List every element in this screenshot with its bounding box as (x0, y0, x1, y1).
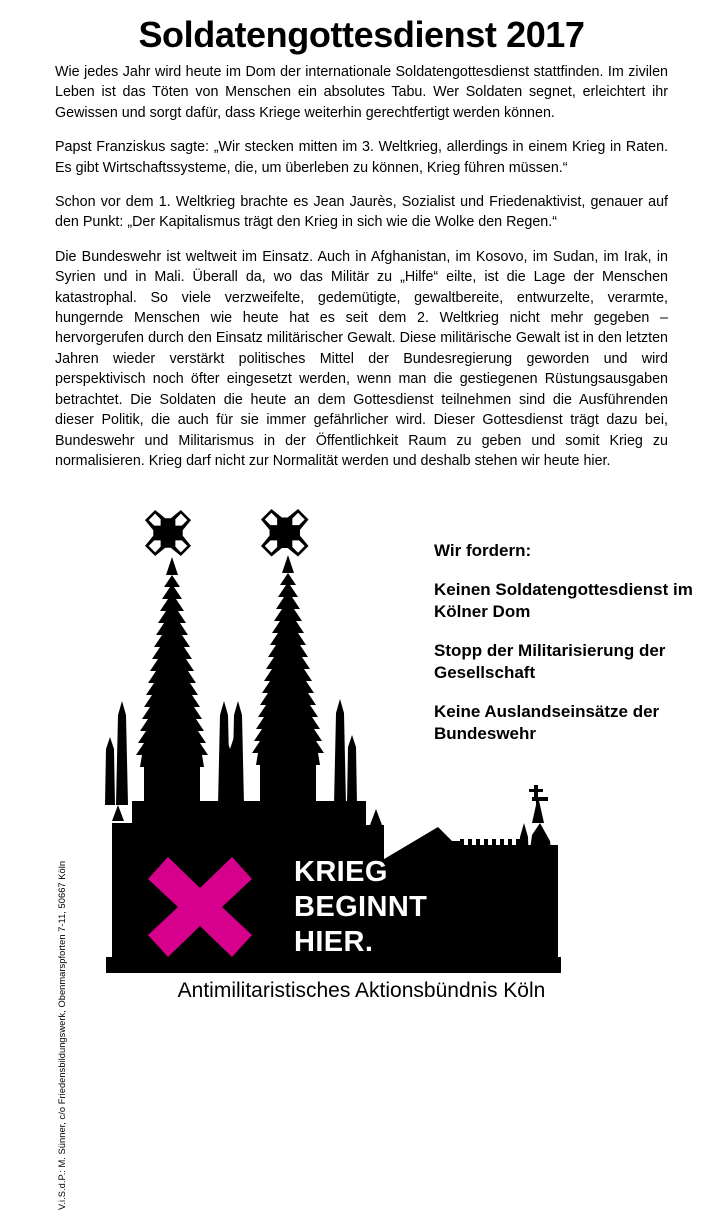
demands-heading: Wir fordern: (434, 541, 532, 560)
krieg-beginnt-hier-logo (148, 855, 500, 959)
logo-line-1: KRIEG (294, 856, 388, 888)
krieg-beginnt-hier-text (294, 855, 500, 960)
demand-item-3: Keine Auslandseinsätze der Bundeswehr (434, 702, 660, 743)
logo-line-2: BEGINNT (294, 891, 428, 923)
paragraph-1: Wie jedes Jahr wird heute im Dom der internationale Soldatengottesdienst stattfinden. Im zivilen Leben ist das Töten von Menschen ein absolutes Tabu. Wer Soldaten segnet, erleichtert ihr Gewissen und sorgt dafür, dass Kriege weiterhin gerechtfertigt werden können. (55, 64, 668, 121)
organisation-name: Antimilitaristisches Aktionsbündnis Köln (177, 979, 546, 1002)
paragraph-2: Papst Franziskus sagte: „Wir stecken mitten im 3. Weltkrieg, allerdings in einem Krieg in Raten. Es gibt Wirtschaftssysteme, die, um überleben zu können, Krieg führen müssen.“ (55, 139, 668, 176)
imprint-text: V.i.S.d.P.: M. Sünner, c/o Friedensbildungswerk, Obenmarspforten 7-11, 50667 Köln (57, 860, 67, 1210)
paragraph-3: Schon vor dem 1. Weltkrieg brachte es Jean Jaurès, Sozialist und Friedenaktivist, genauer auf den Punkt: „Der Kapitalismus trägt den Krieg in sich wie die Wolke den Regen.“ (55, 194, 668, 231)
demand-item-1: Keinen Soldatengottesdienst im Kölner Dom (434, 580, 693, 621)
magenta-x-icon (148, 857, 252, 957)
paragraph-4: Die Bundeswehr ist weltweit im Einsatz. Auch in Afghanistan, im Kosovo, im Sudan, im Irak, in Syrien und in Mali. Überall da, wo das Militär zu „Hilfe“ eilte, ist die Lage der Menschen katastrophal. So viele verzweifelte, gedemütigte, gewaltbereite, entwurzelte, verarmte, hungernde Menschen wie heute hat es seit dem 2. Weltkrieg nicht mehr gegeben – hervorgerufen durch den Einsatz militärischer Gewalt. Diese militärische Gewalt ist in den letzten Jahren wieder verstärkt politisches Mittel der Bundesregierung geworden und wird perspektivisch noch öfter eingesetzt werden, wenn man die gestiegenen Rüstungsausgaben betrachtet. Die Soldaten die heute an dem Gottesdienst teilnehmen sind die Ausführenden dieser Politik, die auch für sie immer gefährlicher wird. Dieser Gottesdienst trägt dazu bei, Bundeswehr und Militarismus in der Öffentlichkeit Raum zu geben und somit Krieg zu normalisieren. Krieg darf nicht zur Normalität werden und deshalb stehen wir heute hier. (55, 248, 668, 469)
logo-line-3: HIER. (294, 926, 374, 958)
demands-block (434, 540, 699, 744)
body-text-block (55, 62, 668, 471)
demand-item-2: Stopp der Militarisierung der Gesellschaft (434, 641, 666, 682)
imprint-block (0, 600, 67, 1210)
page-title: Soldatengottesdienst 2017 (138, 14, 585, 55)
